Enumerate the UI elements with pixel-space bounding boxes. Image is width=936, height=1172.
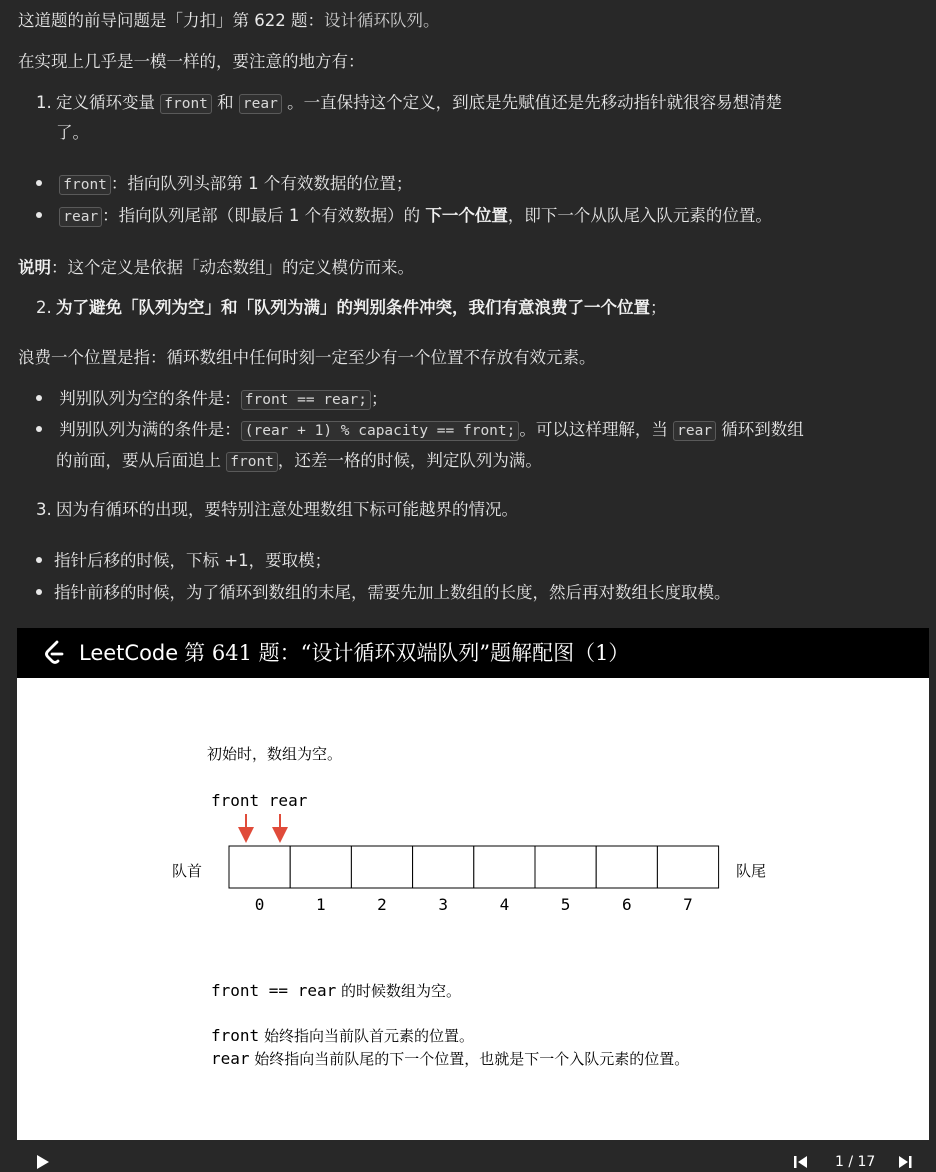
array-index: 7 bbox=[683, 895, 693, 914]
slide-page-counter: 1 / 17 bbox=[835, 1154, 876, 1170]
slide-line-2: front 始终指向当前队首元素的位置。 bbox=[211, 1026, 474, 1045]
array-cell bbox=[351, 846, 412, 888]
skip-forward-icon[interactable] bbox=[898, 1155, 912, 1169]
array-index: 1 bbox=[315, 895, 326, 914]
slide-caption: 初始时，数组为空。 bbox=[207, 745, 343, 763]
slide-viewer-header bbox=[17, 628, 929, 678]
bullet-full-condition: 判别队列为满的条件是： (rear + 1) % capacity == front; 。可以这样理解，当 rear 循环到数组 bbox=[36, 416, 804, 445]
array-cell bbox=[657, 846, 718, 888]
note-paragraph: 说明：这个定义是依据「动态数组」的定义模仿而来。 bbox=[18, 258, 414, 277]
slide-line-3: rear 始终指向当前队尾的下一个位置，也就是下一个入队元素的位置。 bbox=[211, 1049, 690, 1068]
play-icon[interactable] bbox=[36, 1155, 50, 1169]
array-index: 2 bbox=[377, 895, 387, 914]
queue-tail-label: 队尾 bbox=[736, 862, 767, 880]
bullet-rear: rear ：指向队列尾部（即最后 1 个有效数据）的 下一个位置，即下一个从队尾入队元素的位置。 bbox=[36, 202, 772, 231]
slide-image bbox=[17, 678, 929, 1140]
queue-head-label: 队首 bbox=[172, 862, 203, 880]
intro-paragraph bbox=[18, 9, 439, 33]
array-cell bbox=[413, 846, 474, 888]
array-index: 5 bbox=[560, 895, 571, 914]
code-rear: rear bbox=[673, 421, 716, 441]
slide-pointer-labels: front rear bbox=[211, 791, 308, 810]
slide-viewer-controls bbox=[17, 1140, 929, 1172]
array-index: 0 bbox=[254, 895, 265, 914]
code-front: front bbox=[226, 452, 278, 472]
slide-diagram bbox=[17, 678, 929, 1140]
code-empty-condition: front == rear; bbox=[241, 390, 371, 410]
bullet-empty-condition: 判别队列为空的条件是： front == rear; ； bbox=[36, 385, 387, 414]
array-cell bbox=[229, 846, 290, 888]
array-cell bbox=[596, 846, 657, 888]
code-rear: rear bbox=[59, 207, 102, 227]
list-item-1: 1. 定义循环变量 front 和 rear 。一直保持这个定义，到底是先赋值还是先移动指针就很容易想清楚 bbox=[36, 93, 783, 112]
slide-viewer-title: 第 641 题：“设计循环双端队列”题解配图（1） bbox=[184, 641, 630, 665]
bullet-move-backward: 指针前移的时候，为了循环到数组的末尾，需要先加上数组的长度，然后再对数组长度取模。 bbox=[36, 579, 731, 607]
slide-viewer bbox=[17, 628, 929, 1172]
array-index: 4 bbox=[499, 895, 510, 914]
array-cell bbox=[290, 846, 351, 888]
bullet-front: front ：指向队列头部第 1 个有效数据的位置； bbox=[36, 170, 412, 199]
intro-link-text[interactable]: 设计循环队列。 bbox=[323, 11, 440, 30]
bullet-move-forward: 指针后移的时候，下标 +1，要取模； bbox=[36, 547, 331, 575]
notes-heading: 在实现上几乎是一模一样的，要注意的地方有： bbox=[18, 52, 365, 71]
list-item-3: 3. 因为有循环的出现，要特别注意处理数组下标可能越界的情况。 bbox=[36, 500, 518, 519]
array-index: 3 bbox=[438, 895, 449, 914]
intro-text: 这道题的前导问题是「力扣」第 622 题： bbox=[18, 11, 324, 30]
array-cell bbox=[474, 846, 535, 888]
slide-line-1: front == rear 的时候数组为空。 bbox=[211, 981, 462, 1000]
code-rear: rear bbox=[239, 94, 282, 114]
list-item-1-cont: 了。 bbox=[56, 123, 89, 142]
leetcode-brand: LeetCode bbox=[79, 641, 179, 665]
array-index: 6 bbox=[621, 895, 632, 914]
skip-back-icon[interactable] bbox=[794, 1155, 808, 1169]
bullet-full-condition-cont: 的前面，要从后面追上 front ，还差一格的时候，判定队列为满。 bbox=[56, 451, 542, 470]
waste-paragraph: 浪费一个位置是指：循环数组中任何时刻一定至少有一个位置不存放有效元素。 bbox=[18, 348, 596, 367]
list-item-2: 2. 为了避免「队列为空」和「队列为满」的判别条件冲突，我们有意浪费了一个位置； bbox=[36, 298, 667, 317]
code-front: front bbox=[59, 175, 111, 195]
leetcode-logo-icon bbox=[43, 640, 65, 666]
array-cell bbox=[535, 846, 596, 888]
code-front: front bbox=[160, 94, 212, 114]
code-full-condition: (rear + 1) % capacity == front; bbox=[241, 421, 520, 441]
